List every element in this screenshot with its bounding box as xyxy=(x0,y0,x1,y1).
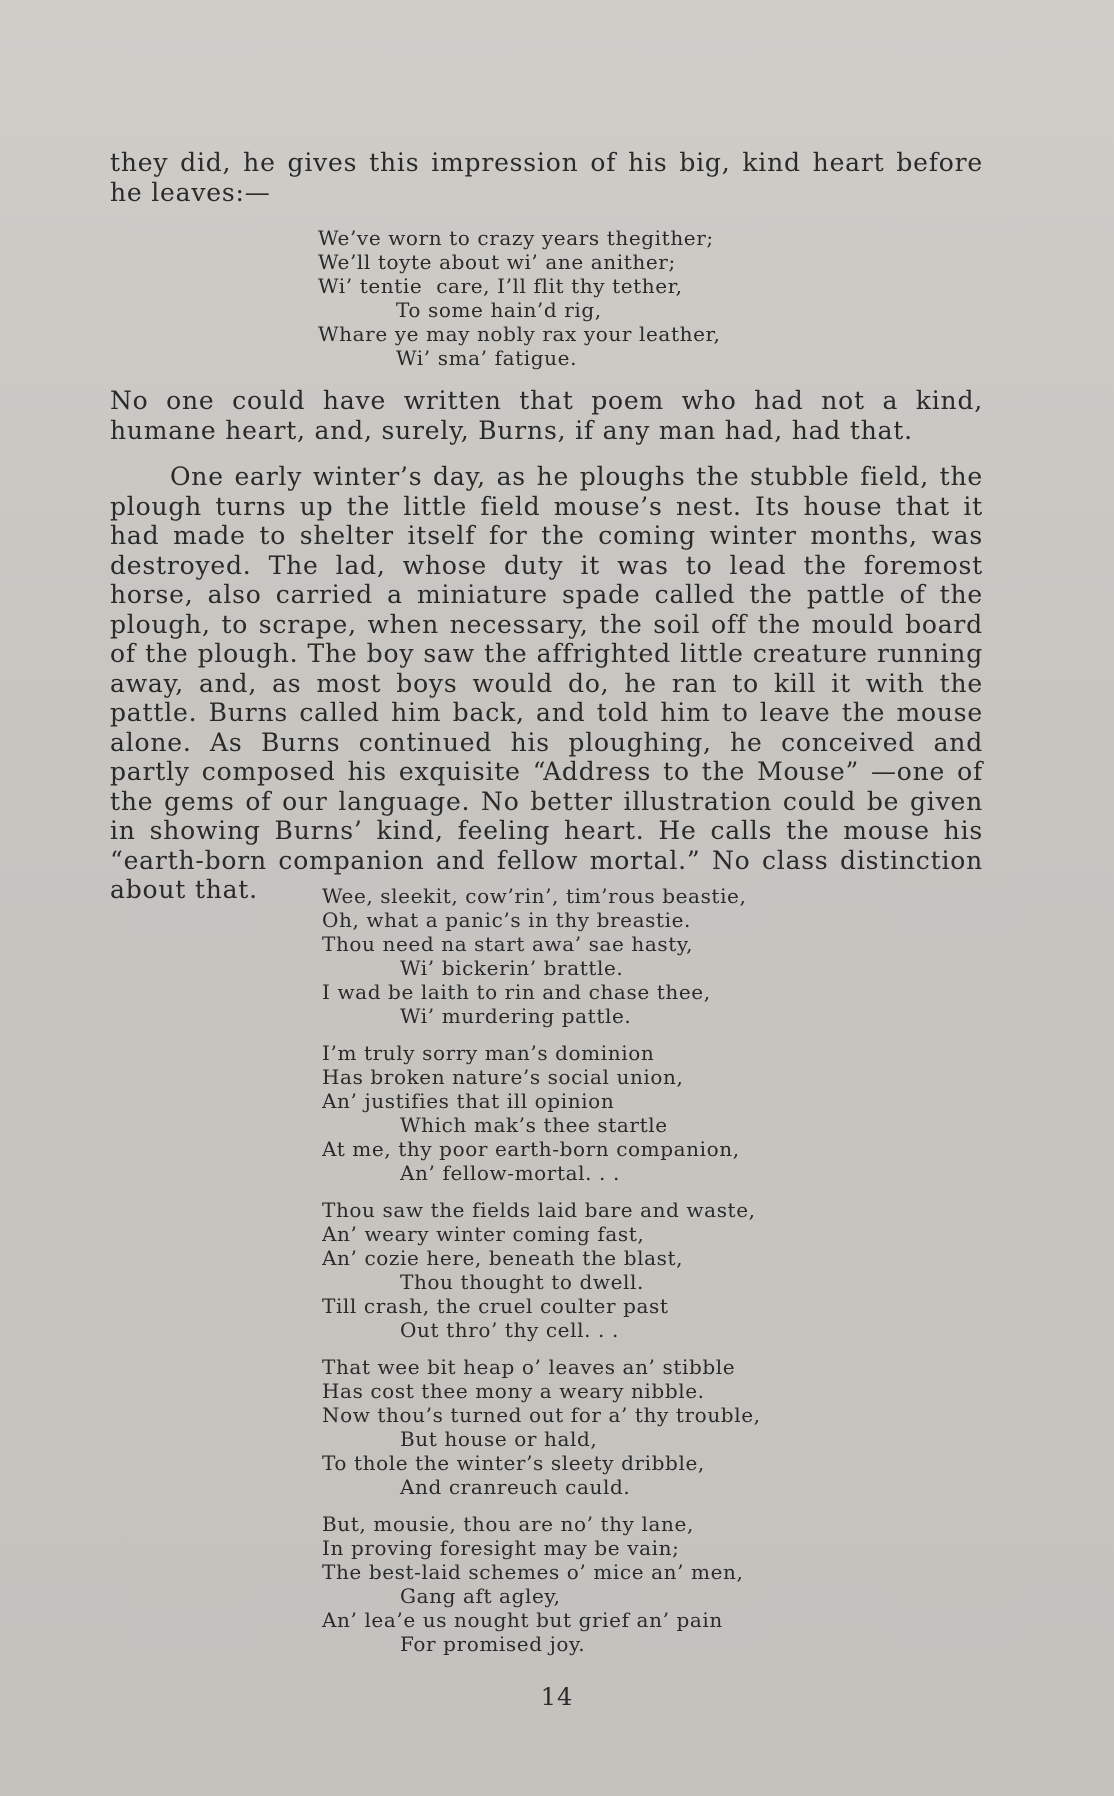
opening-paragraph-block xyxy=(110,148,983,207)
verse-line: An’ cozie here, beneath the blast, xyxy=(322,1246,684,1270)
verse-line: Whare ye may nobly rax your leather, xyxy=(318,322,721,346)
verse-line: In proving foresight may be vain; xyxy=(322,1536,680,1560)
verse-line: Wi’ tentie care, I’ll flit thy tether, xyxy=(318,274,683,298)
page-number: 14 xyxy=(540,1683,574,1711)
verse-line: An’ lea’e us nought but grief an’ pain xyxy=(322,1608,723,1632)
verse-line: Thou saw the fields laid bare and waste, xyxy=(322,1198,756,1222)
verse-line: We’ll toyte about wi’ ane anither; xyxy=(318,250,676,274)
mouse-paragraph-block xyxy=(110,462,983,905)
verse-line: To some hain’d rig, xyxy=(396,298,602,322)
verse-line: Wi’ sma’ fatigue. xyxy=(396,346,578,370)
verse-line: At me, thy poor earth-born companion, xyxy=(322,1137,740,1161)
poem-stanza xyxy=(322,1512,761,1656)
humane-paragraph: No one could have written that poem who had not a kind, humane heart, and, surely, Burns, if any man had, had that. xyxy=(110,386,983,445)
verse-line: The best-laid schemes o’ mice an’ men, xyxy=(322,1560,744,1584)
verse-line: Thou need na start awa’ sae hasty, xyxy=(322,932,694,956)
verse-line: An’ fellow-mortal. . . xyxy=(400,1161,620,1185)
verse-line: An’ weary winter coming fast, xyxy=(322,1222,645,1246)
verse-line: I’m truly sorry man’s dominion xyxy=(322,1041,655,1065)
verse-line: Wi’ murdering pattle. xyxy=(400,1004,632,1028)
verse-line: But, mousie, thou are no’ thy lane, xyxy=(322,1512,694,1536)
first-verse xyxy=(318,226,720,370)
verse-line: Has cost thee mony a weary nibble. xyxy=(322,1379,705,1403)
verse-line: An’ justifies that ill opinion xyxy=(322,1089,615,1113)
verse-line: But house or hald, xyxy=(400,1427,598,1451)
poem-stanza xyxy=(322,1198,761,1342)
verse-line: Till crash, the cruel coulter past xyxy=(322,1294,669,1318)
verse-line: Gang aft agley, xyxy=(400,1584,561,1608)
verse-line: Out thro’ thy cell. . . xyxy=(400,1318,619,1342)
verse-line: Oh, what a panic’s in thy breastie. xyxy=(322,908,691,932)
opening-paragraph: they did, he gives this impression of his big, kind heart before he leaves:— xyxy=(110,148,983,207)
verse-line: Wi’ bickerin’ brattle. xyxy=(400,956,624,980)
verse-line: Wee, sleekit, cow’rin’, tim’rous beastie, xyxy=(322,884,747,908)
poem-stanza xyxy=(322,1355,761,1499)
verse-line: Thou thought to dwell. xyxy=(400,1270,644,1294)
mouse-poem xyxy=(322,884,761,1656)
poem-stanza xyxy=(322,884,761,1028)
verse-line: Has broken nature’s social union, xyxy=(322,1065,684,1089)
verse-line: Now thou’s turned out for a’ thy trouble, xyxy=(322,1403,761,1427)
verse-line: I wad be laith to rin and chase thee, xyxy=(322,980,711,1004)
verse-line: And cranreuch cauld. xyxy=(400,1475,631,1499)
verse-line: To thole the winter’s sleety dribble, xyxy=(322,1451,705,1475)
mouse-paragraph: One early winter’s day, as he ploughs the stubble field, the plough turns up the little field mouse’s nest. Its house that it had made to shelter itself for the coming winter months, was destroyed. The lad, whose duty it was to lead the foremost horse, also carried a miniature spade called the pattle of the plough, to scrape, when necessary, the soil off the mould board of the plough. The boy saw the affrighted little creature running away, and, as most boys would do, he ran to kill it with the pattle. Burns called him back, and told him to leave the mouse alone. As Burns continued his ploughing, he conceived and partly composed his exquisite “Address to the Mouse” —one of the gems of our language. No better illustration could be given in showing Burns’ kind, feeling heart. He calls the mouse his “earth-born companion and fellow mortal.” No class distinction about that. xyxy=(110,462,983,904)
poem-stanza xyxy=(322,1041,761,1185)
verse-line: Which mak’s thee startle xyxy=(400,1113,668,1137)
verse-line: That wee bit heap o’ leaves an’ stibble xyxy=(322,1355,736,1379)
humane-paragraph-block xyxy=(110,386,983,445)
verse-line: We’ve worn to crazy years thegither; xyxy=(318,226,714,250)
verse-line: For promised joy. xyxy=(400,1632,586,1656)
